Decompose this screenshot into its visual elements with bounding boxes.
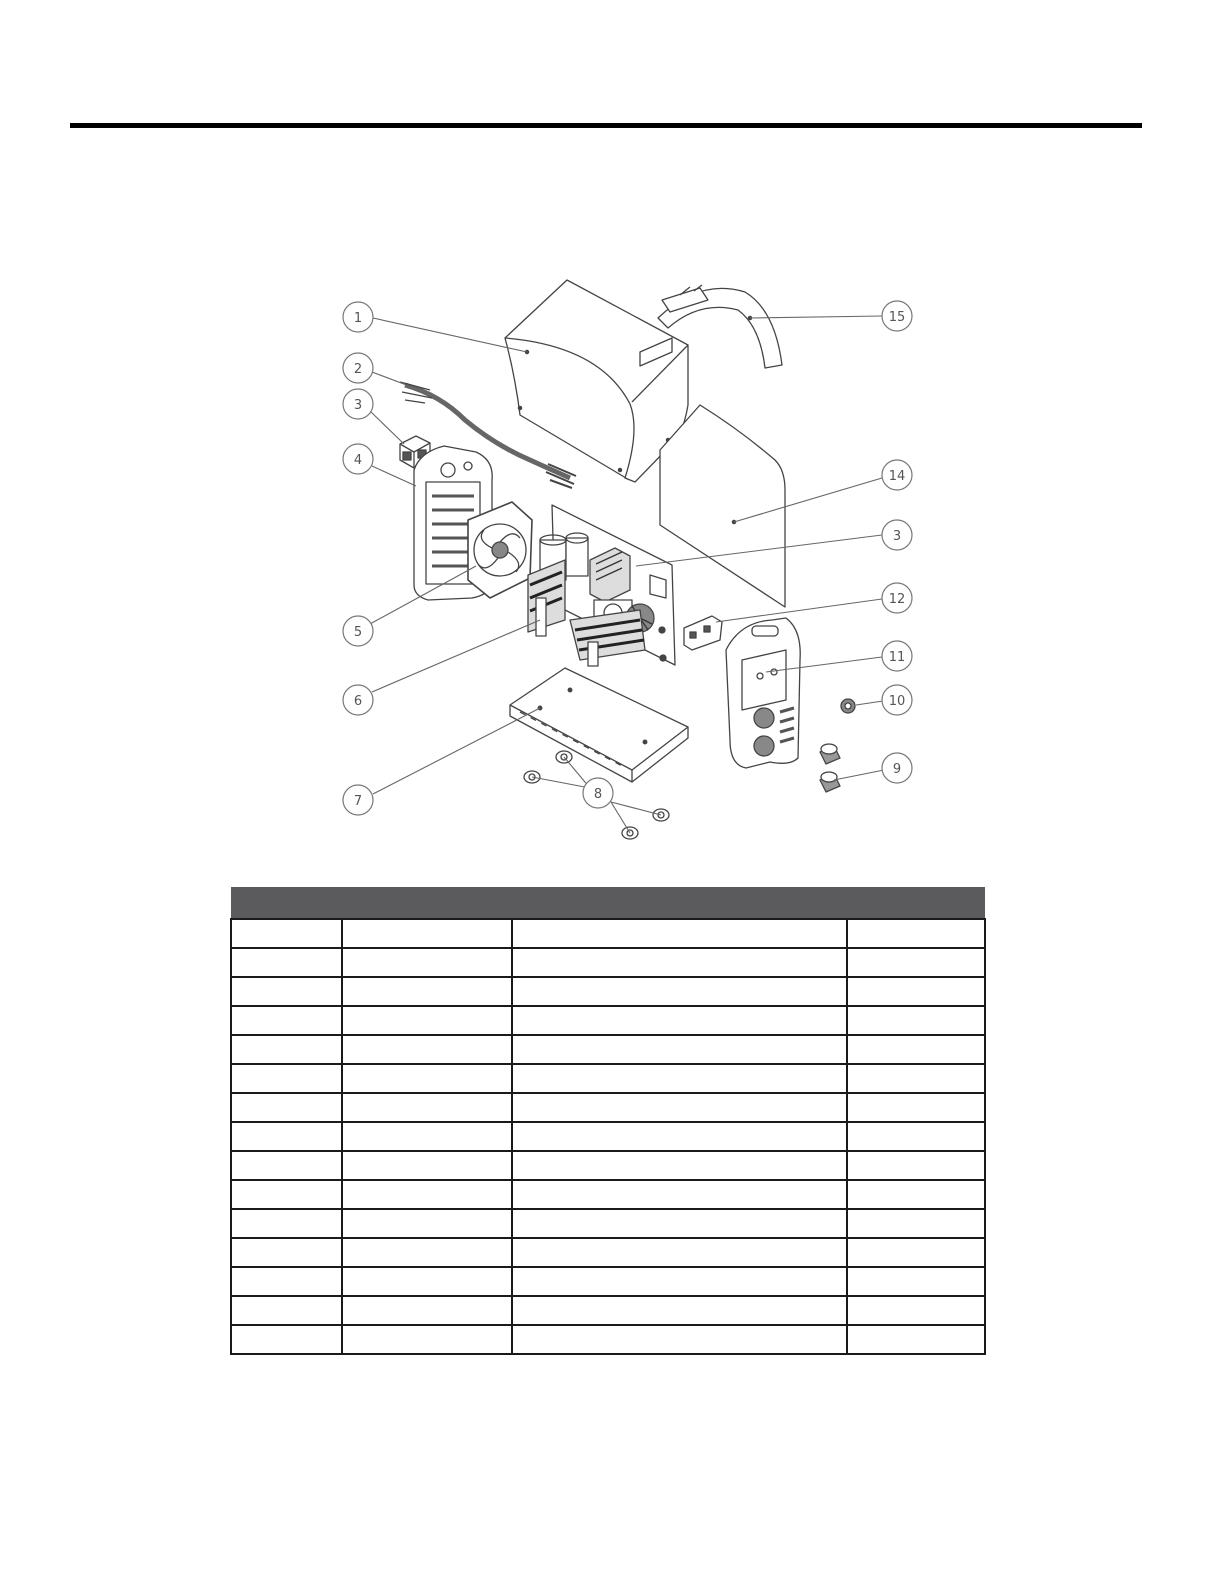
part-connectors	[820, 744, 840, 792]
svg-text:14: 14	[888, 469, 906, 484]
table-row	[231, 1325, 985, 1354]
table-cell	[342, 1151, 512, 1180]
table-cell	[847, 1180, 985, 1209]
table-cell	[342, 1093, 512, 1122]
svg-text:11: 11	[888, 650, 906, 665]
svg-text:3: 3	[892, 529, 902, 544]
svg-text:4: 4	[353, 453, 363, 468]
table-cell	[342, 1035, 512, 1064]
table-cell	[231, 1151, 342, 1180]
table-cell	[512, 919, 847, 948]
callout-8	[583, 778, 613, 808]
table-cell	[512, 948, 847, 977]
table-cell	[231, 1209, 342, 1238]
table-cell	[847, 1151, 985, 1180]
table-cell	[847, 1325, 985, 1354]
table-cell	[342, 1238, 512, 1267]
table-cell	[342, 1267, 512, 1296]
table-cell	[512, 1209, 847, 1238]
table-row	[231, 1006, 985, 1035]
table-cell	[231, 1296, 342, 1325]
part-front-panel	[726, 618, 800, 768]
svg-text:3: 3	[353, 398, 363, 413]
table-cell	[847, 977, 985, 1006]
table-cell	[342, 1064, 512, 1093]
table-cell	[231, 1006, 342, 1035]
table-row	[231, 1296, 985, 1325]
part-base-tray	[510, 668, 688, 782]
table-cell	[342, 1325, 512, 1354]
table-row	[231, 1180, 985, 1209]
part-main-pcb	[528, 505, 675, 666]
table-row	[231, 919, 985, 948]
table-cell	[231, 1093, 342, 1122]
callout-15	[882, 301, 912, 331]
svg-text:2: 2	[353, 362, 363, 377]
callout-12	[882, 583, 912, 613]
table-cell	[342, 919, 512, 948]
svg-text:15: 15	[888, 310, 906, 325]
table-cell	[231, 977, 342, 1006]
callout-14	[882, 460, 912, 490]
callout-5	[343, 616, 373, 646]
table-header-row	[231, 887, 985, 919]
table-cell	[847, 1122, 985, 1151]
callout-4	[343, 444, 373, 474]
header-cell-2	[342, 887, 512, 919]
table-cell	[342, 1180, 512, 1209]
svg-text:9: 9	[892, 762, 902, 777]
table-cell	[512, 1122, 847, 1151]
callout-1	[343, 302, 373, 332]
callout-9	[882, 753, 912, 783]
header-cell-3	[512, 887, 847, 919]
table-cell	[847, 1209, 985, 1238]
table-cell	[847, 919, 985, 948]
part-side-panel	[660, 405, 785, 607]
table-cell	[847, 1296, 985, 1325]
table-cell	[231, 1180, 342, 1209]
table-row	[231, 977, 985, 1006]
table-cell	[231, 1238, 342, 1267]
table-cell	[342, 977, 512, 1006]
table-cell	[231, 948, 342, 977]
table-cell	[847, 1093, 985, 1122]
table-row	[231, 1064, 985, 1093]
callout-11	[882, 641, 912, 671]
table-cell	[512, 1151, 847, 1180]
svg-text:1: 1	[353, 311, 363, 326]
callout-3-switch	[343, 389, 373, 419]
table-cell	[512, 1267, 847, 1296]
table-row	[231, 1267, 985, 1296]
table-cell	[342, 1296, 512, 1325]
svg-text:10: 10	[888, 694, 906, 709]
table-cell	[512, 1064, 847, 1093]
part-control-board	[684, 616, 722, 650]
svg-text:7: 7	[353, 794, 363, 809]
table-cell	[512, 1238, 847, 1267]
callout-3-pcb	[882, 520, 912, 550]
table-cell	[847, 1267, 985, 1296]
table-cell	[231, 1122, 342, 1151]
table-cell	[512, 1180, 847, 1209]
table-cell	[231, 1325, 342, 1354]
table-row	[231, 1238, 985, 1267]
table-cell	[847, 1064, 985, 1093]
table-row	[231, 1035, 985, 1064]
table-cell	[512, 1006, 847, 1035]
table-cell	[847, 1006, 985, 1035]
table-cell	[231, 1267, 342, 1296]
table-row	[231, 1209, 985, 1238]
table-cell	[342, 1006, 512, 1035]
header-cell-1	[231, 887, 342, 919]
table-row	[231, 1151, 985, 1180]
table-cell	[231, 1064, 342, 1093]
svg-text:5: 5	[353, 625, 363, 640]
table-cell	[512, 1296, 847, 1325]
table-cell	[512, 977, 847, 1006]
svg-text:6: 6	[353, 694, 363, 709]
part-knob	[841, 699, 855, 713]
table-cell	[847, 1035, 985, 1064]
table-cell	[512, 1093, 847, 1122]
table-cell	[847, 1238, 985, 1267]
table-cell	[342, 1122, 512, 1151]
table-body	[231, 919, 985, 1354]
callout-2	[343, 353, 373, 383]
callout-7	[343, 785, 373, 815]
table-cell	[231, 919, 342, 948]
svg-text:12: 12	[888, 592, 906, 607]
table-cell	[512, 1035, 847, 1064]
callout-6	[343, 685, 373, 715]
parts-list-table	[230, 887, 986, 1355]
header-cell-4	[847, 887, 985, 919]
table-cell	[847, 948, 985, 977]
part-fan	[468, 502, 532, 598]
callout-10	[882, 685, 912, 715]
table-row	[231, 948, 985, 977]
table-row	[231, 1122, 985, 1151]
table-cell	[512, 1325, 847, 1354]
table-cell	[231, 1035, 342, 1064]
table-cell	[342, 948, 512, 977]
svg-text:8: 8	[593, 787, 603, 802]
table-row	[231, 1093, 985, 1122]
table-cell	[342, 1209, 512, 1238]
